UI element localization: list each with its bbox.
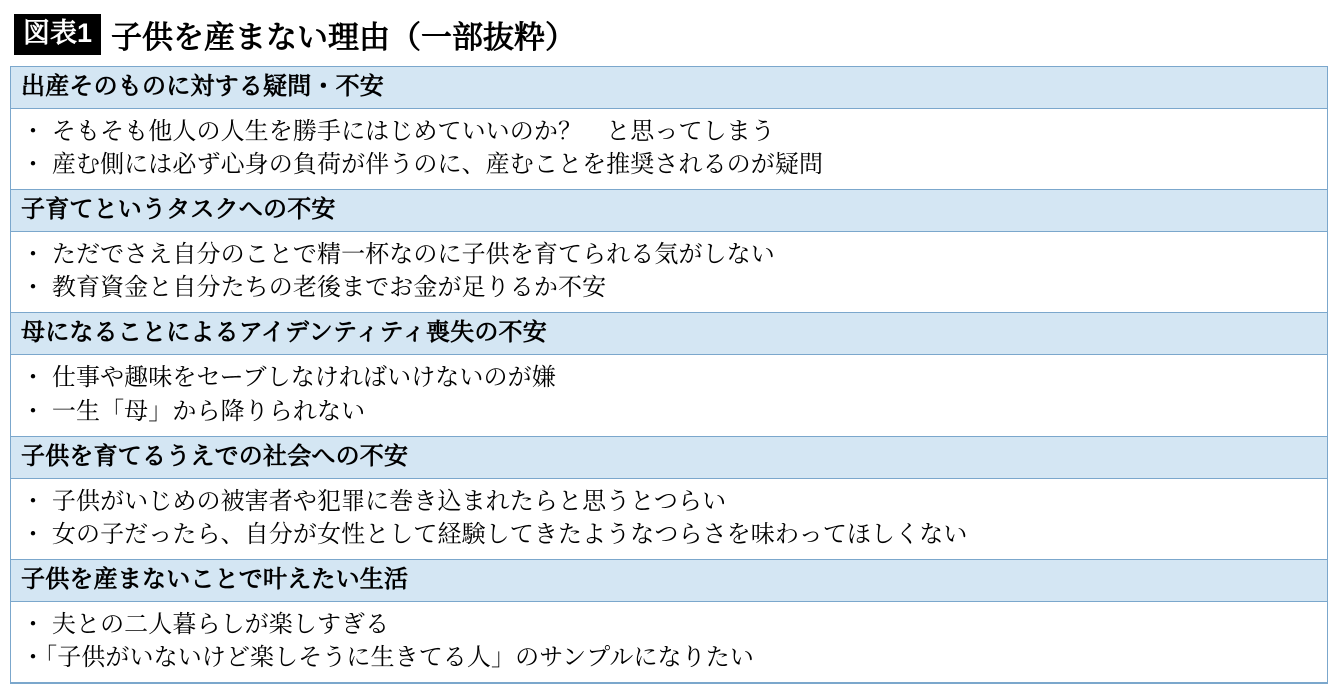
category-items xyxy=(11,109,1327,189)
list-item: ・ 教育資金と自分たちの老後までお金が足りるか不安 xyxy=(21,274,607,302)
list-item: ・ 子供がいじめの被害者や犯罪に巻き込まれたらと思うとつらい xyxy=(21,487,727,515)
category-header: 子供を育てるうえでの社会への不安 xyxy=(11,436,1327,479)
list-item: ・ 一生「母」から降りられない xyxy=(21,397,366,425)
list-item: ・ 夫との二人暮らしが楽しすぎる xyxy=(21,610,390,638)
table-section xyxy=(11,189,1327,312)
category-header: 子供を産まないことで叶えたい生活 xyxy=(11,559,1327,602)
figure-title-row xyxy=(10,8,1330,60)
list-item: ・「子供がいないけど楽しそうに生きてる人」のサンプルになりたい xyxy=(21,643,754,671)
category-items xyxy=(11,479,1327,559)
table-section xyxy=(11,67,1327,189)
list-item: ・ 産む側には必ず心身の負荷が伴うのに、産むことを推奨されるのが疑問 xyxy=(21,151,824,179)
list-item: ・ ただでさえ自分のことで精一杯なのに子供を育てられる気がしない xyxy=(21,241,775,269)
list-item: ・ 仕事や趣味をセーブしなければいけないのが嫌 xyxy=(21,364,556,392)
list-item: ・ 女の子だったら、自分が女性として経験してきたようなつらさを味わってほしくない xyxy=(21,520,968,548)
page-title: 子供を産まない理由（一部抜粋） xyxy=(111,19,577,55)
category-items xyxy=(11,602,1327,682)
figure-number-badge: 図表1 xyxy=(14,14,101,55)
category-header: 母になることによるアイデンティティ喪失の不安 xyxy=(11,312,1327,355)
table-section xyxy=(11,559,1327,682)
category-items xyxy=(11,232,1327,312)
reasons-table xyxy=(10,66,1328,684)
category-header: 子育てというタスクへの不安 xyxy=(11,189,1327,232)
list-item: ・ そもそも他人の人生を勝手にはじめていいのか？ と思ってしまう xyxy=(21,118,775,145)
table-section xyxy=(11,312,1327,435)
category-header: 出産そのものに対する疑問・不安 xyxy=(11,67,1327,109)
table-section xyxy=(11,436,1327,559)
category-items xyxy=(11,355,1327,435)
